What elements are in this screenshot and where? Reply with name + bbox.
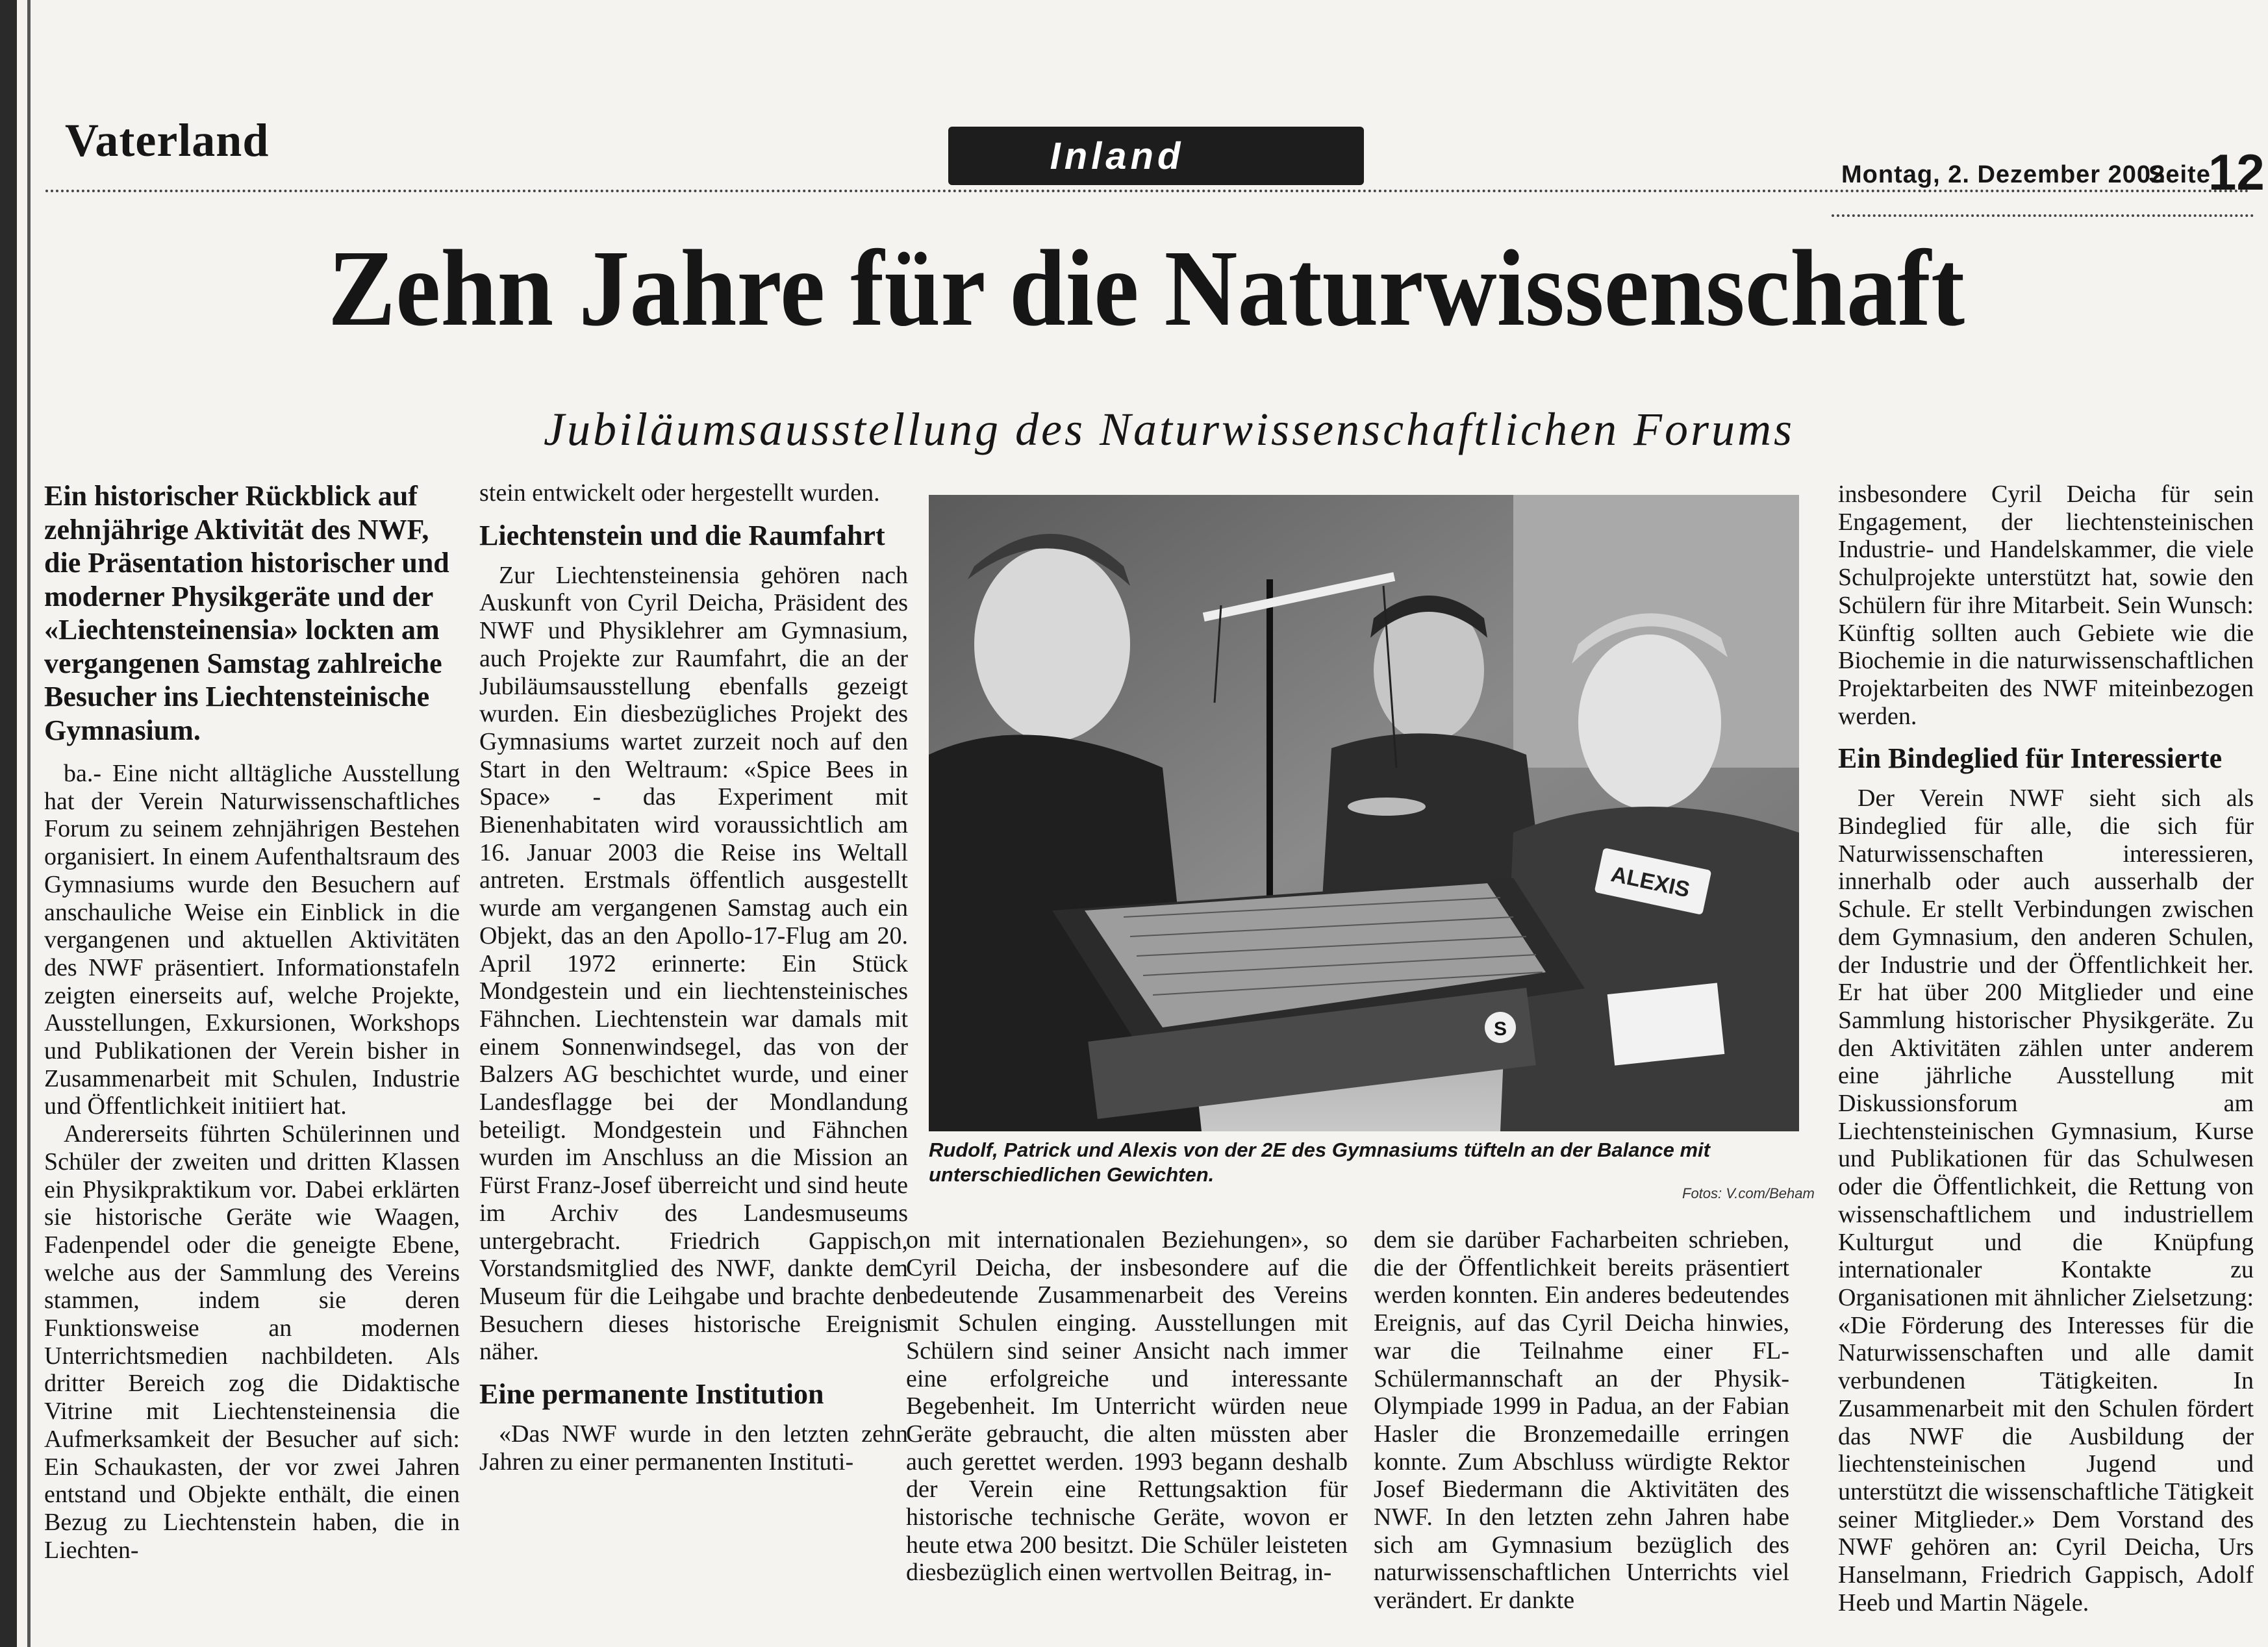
name-tag-text: ALEXIS (1609, 861, 1693, 903)
header-rule (45, 190, 2250, 192)
header-rule-short (1832, 214, 2254, 217)
subheading: Eine permanente Institution (479, 1378, 824, 1411)
paragraph: ba.- Eine nicht alltägliche Ausstellung hat der Verein Naturwissenschaftliches Forum zu seinem zehnjährigen Bestehen organisiert. In einem Aufenthaltsraum des Gymnasiums wurde den Besuchern auf anschauliche Weise ein Einblick in die vergangenen und aktuellen Aktivitäten des NWF präsentiert. Informationstafeln zeigten einerseits auf, welche Projekte, Ausstellungen, Exkursionen, Workshops und Publikationen der Verein bisher in Zusammenarbeit mit Schulen, Industrie und Öffentlichkeit initiiert hat. (44, 760, 460, 1120)
article-column-5 (1838, 481, 2254, 1616)
scan-edge-bar (0, 0, 17, 1647)
article-column-1 (44, 760, 460, 1564)
headline: Zehn Jahre für die Naturwissenschaft (327, 228, 1965, 349)
masthead: Vaterland (65, 114, 270, 166)
dateline: Montag, 2. Dezember 2002 (1841, 161, 2166, 188)
lead-paragraph: Ein historischer Rückblick auf zehnjährige Aktivität des NWF, die Präsentation historischer und moderner Physikgeräte und der «Liechtensteinensia» lockten am vergangenen Samstag zahlreiche Besucher ins Liechtensteinische Gymnasium. (44, 480, 449, 746)
box-label: S (1494, 1018, 1507, 1040)
paragraph: stein entwickelt oder hergestellt wurden. (479, 479, 880, 507)
article-column-4 (1374, 1226, 1789, 1615)
paragraph: Zur Liechtensteinensia gehören nach Auskunft von Cyril Deicha, Präsident des NWF und Physiklehrer am Gymnasium, auch Projekte zur Raumfahrt, die an der Jubiläumsausstellung ebenfalls gezeigt wurden. Ein diesbezügliches Projekt des Gymnasiums wartet zurzeit noch auf den Start in den Weltraum: «Spice Bees in Space» - das Experiment mit Bienenhabitaten wird voraussichtlich am 16. Januar 2003 die Reise ins Weltall antreten. Erstmals öffentlich ausgestellt wurde am vergangenen Samstag auch ein Objekt, das an den Apollo-17-Flug am 20. April 1972 erinnerte: Ein Stück Mondgestein und ein liechtensteinisches Fähnchen. Liechtenstein war damals mit einem Sonnenwindsegel, das von der Balzers AG beschichtet wurde, und einer Landesflagge bei der Mondlandung beteiligt. Mondgestein und Fähnchen wurden im Anschluss an die Mission an Fürst Franz-Josef überreicht und sind heute im Archiv des Landesmuseums untergebracht. Friedrich Gappisch, Vorstandsmitglied des NWF, dankte dem Museum für die Leihgabe und brachte den Besuchern dieses historische Ereignis näher. (479, 561, 908, 1366)
photo-caption: Rudolf, Patrick und Alexis von der 2E des Gymnasiums tüfteln an der Balance mit unterschiedlichen Gewichten. (929, 1138, 1710, 1186)
page-label: Seite (2148, 161, 2211, 188)
subheading: Ein Bindeglied für Interessierte (1838, 742, 2223, 775)
article-column-2 (479, 479, 908, 1476)
scan-edge-line (27, 0, 31, 1647)
page-number: 12 (2208, 144, 2265, 201)
paragraph: Der Verein NWF sieht sich als Bindeglied für alle, die sich für Naturwissenschaften interessieren, innerhalb oder auch ausserhalb der Schule. Er stellt Verbindungen zwischen dem Gymnasium, den anderen Schulen, der Industrie und der Öffentlichkeit her. Er hat über 200 Mitglieder und eine Sammlung historischer Physikgeräte. Zu den Aktivitäten zählen unter anderem eine jährliche Ausstellung mit Diskussionsforum am Liechtensteinischen Gymnasium, Kurse und Publikationen für das Schulwesen oder die Öffentlichkeit, die Rettung von wissenschaftlichem und industriellem Kulturgut und die Knüpfung internationaler Kontakte zu Organisationen mit ähnlicher Zielsetzung: «Die Förderung des Interesses für die Naturwissenschaften und alle damit verbundenen Tätigkeiten. In Zusammenarbeit mit den Schulen fördert das NWF die Ausbildung der liechtensteinischen Jugend und unterstützt die wissenschaftliche Tätigkeit seiner Mitglieder.» Dem Vorstand des NWF gehören an: Cyril Deicha, Urs Hanselmann, Friedrich Gappisch, Adolf Heeb und Martin Nägele. (1838, 785, 2254, 1616)
paragraph: Andererseits führten Schülerinnen und Schüler der zweiten und dritten Klassen ein Physikpraktikum vor. Dabei erklärten sie historische Geräte wie Waagen, Fadenpendel oder die geneigte Ebene, welche aus der Sammlung des Vereins stammen, indem sie deren Funktionsweise an modernen Unterrichtsmedien nachbildeten. Als dritter Bereich zog die Didaktische Vitrine mit Liechtensteinensia die Aufmerksamkeit der Besucher auf sich: Ein Schaukasten, der vor zwei Jahren entstand und Objekte enthält, die einen Bezug zu Liechtenstein haben, die in Liechten- (44, 1120, 460, 1564)
photo-credit: Fotos: V.com/Beham (1682, 1185, 1815, 1201)
article-column-3 (906, 1226, 1348, 1587)
paragraph: insbesondere Cyril Deicha für sein Engagement, der liechtensteinischen Industrie- und Handelskammer, die viele Schulprojekte unterstützt hat, sowie den Schülern für ihre Mitarbeit. Sein Wunsch: Künftig sollten auch Gebiete wie die Biochemie in die naturwissenschaftlichen Projektarbeiten des NWF miteinbezogen werden. (1838, 481, 2254, 730)
photo-illustration (929, 495, 1799, 1131)
paragraph: «Das NWF wurde in den letzten zehn Jahren zu einer permanenten Instituti- (479, 1420, 908, 1476)
section-label: Inland (1050, 134, 1185, 177)
article-photo (929, 495, 1799, 1131)
section-tab (948, 127, 1364, 185)
subheadline: Jubiläumsausstellung des Naturwissenschaftlichen Forums (544, 403, 1795, 455)
paragraph: on mit internationalen Beziehungen», so Cyril Deicha, der insbesondere auf die bedeutende Zusammenarbeit des Vereins mit Schulen einging. Ausstellungen mit Schülern sind seiner Ansicht nach immer eine erfolgreiche und interessante Begebenheit. Im Unterricht würden neue Geräte gebraucht, die alten müssten aber auch gerettet werden. 1993 begann deshalb der Verein eine Rettungsaktion für historische technische Geräte, wovon er heute etwa 200 besitzt. Die Schüler leisteten diesbezüglich einen wertvollen Beitrag, in- (906, 1226, 1348, 1587)
subheading: Liechtenstein und die Raumfahrt (479, 519, 885, 551)
paragraph: dem sie darüber Facharbeiten schrieben, die der Öffentlichkeit bereits präsentiert werden konnten. Ein anderes bedeutendes Ereignis, auf das Cyril Deicha hinwies, war die Teilnahme einer FL-Schülermannschaft an der Physik-Olympiade 1999 in Padua, an der Fabian Hasler die Bronzemedaille erringen konnte. Zum Abschluss würdigte Rektor Josef Biedermann die Aktivitäten des NWF. In den letzten zehn Jahren habe sich am Gymnasium bezüglich des naturwissenschaftlichen Unterrichts viel verändert. Er dankte (1374, 1226, 1789, 1615)
